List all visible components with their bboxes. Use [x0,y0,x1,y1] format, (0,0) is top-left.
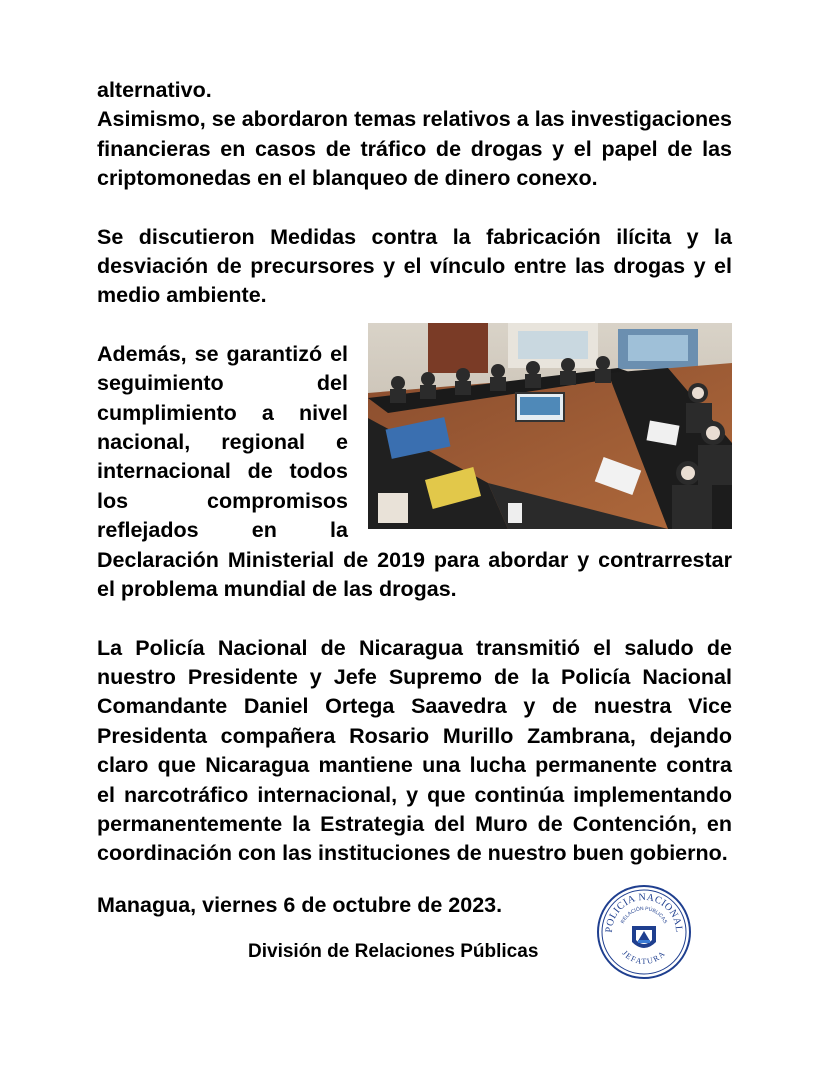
document-body [97,76,732,869]
police-seal-logo [596,884,692,980]
svg-text:POLICIA NACIONAL: POLICIA NACIONAL [603,891,685,933]
division-signature: División de Relaciones Públicas [248,941,539,962]
meeting-room-illustration [368,323,732,529]
paragraph-continuation: alternativo. [97,78,212,102]
date-signoff: Managua, viernes 6 de octubre de 2023. [97,893,503,917]
paragraph-precursors: Se discutieron Medidas contra la fabricación ilícita y la desviación de precursores y el vínculo entre las drogas y el medio ambiente. [97,224,732,308]
paragraph-follow-up: Además, se garantizó el seguimiento del cumplimiento a nivel nacional, regional e internacional de todos los compromisos reflejados en la Declaración Ministerial de 2019 para abordar y contrarrestar el problema mundial de las drogas. [97,341,732,602]
conference-meeting-photo [368,323,732,529]
paragraph-financial-investigations: Asimismo, se abordaron temas relativos a las investigaciones financieras en casos de tráfico de drogas y el papel de las criptomonedas en el blanqueo de dinero conexo. [97,107,732,191]
paragraph-national-police: La Policía Nacional de Nicaragua transmitió el saludo de nuestro Presidente y Jefe Supremo de la Policía Nacional Comandante Daniel Ortega Saavedra y de nuestra Vice Presidenta compañera Rosario Murillo Zambrana, dejando claro que Nicaragua mantiene una lucha permanente contra el narcotráfico internacional, y que continúa implementando permanentemente la Estrategia del Muro de Contención, en coordinación con las instituciones de nuestro buen gobierno. [97,635,732,866]
svg-text:JEFATURA: JEFATURA [620,948,668,967]
svg-text:RELACIÓN PÚBLICAS: RELACIÓN PÚBLICAS [619,905,669,925]
